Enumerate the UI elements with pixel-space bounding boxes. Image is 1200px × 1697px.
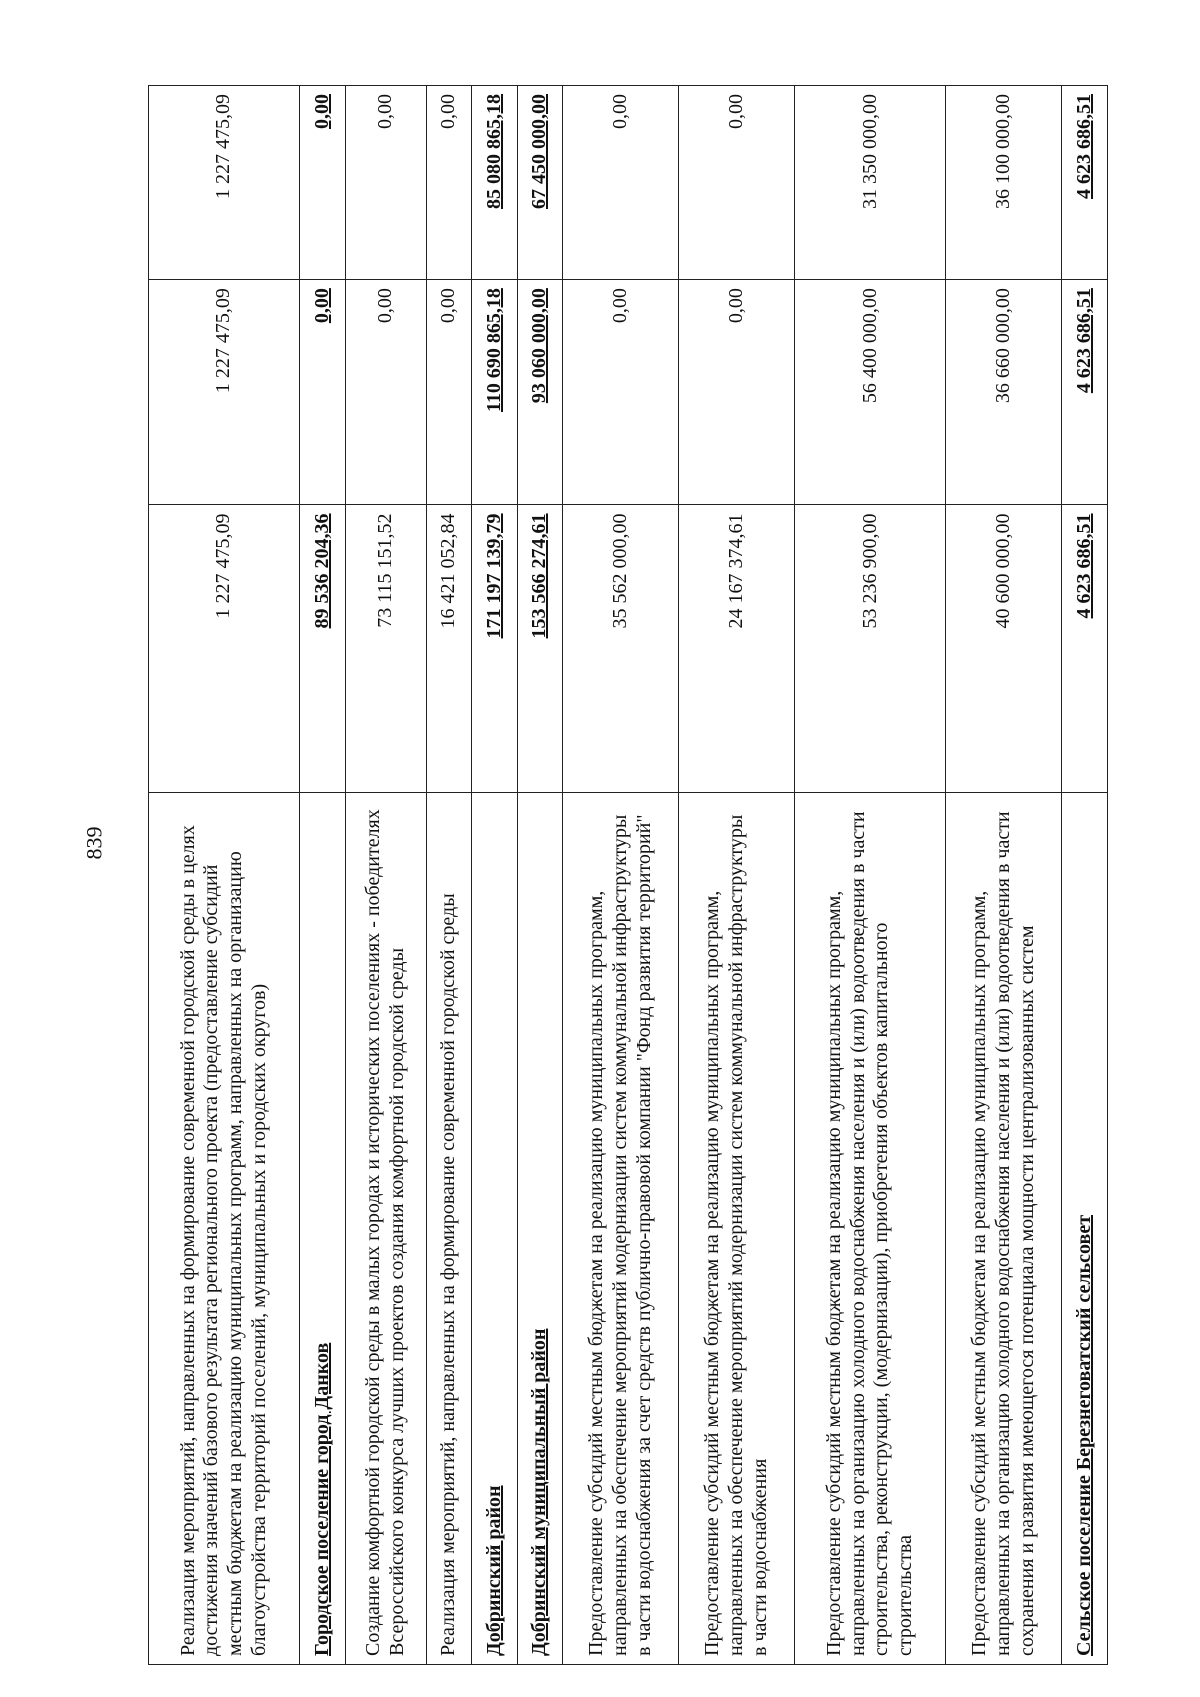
row-amount-1: 53 236 900,00 [795,505,946,793]
row-amount-3: 36 100 000,00 [946,86,1062,280]
row-description: Предоставление субсидий местным бюджетам на реализацию муниципальных программ, направленных на организацию холодного водоснабжения населения и (или) водоотведения в части строительства, реконструкции, (модернизации), приобретения объектов капитального строительства [795,793,946,1665]
row-amount-3: 67 450 000,00 [517,86,563,280]
row-amount-2: 110 690 865,18 [472,280,518,505]
row-description: Городское поселение город Данков [300,793,346,1665]
row-amount-1: 171 197 139,79 [472,505,518,793]
budget-table-container [148,85,1108,1665]
row-amount-1: 73 115 151,52 [345,505,426,793]
row-description: Реализация мероприятий, направленных на формирование современной городской среды [426,793,472,1665]
row-amount-3: 0,00 [426,86,472,280]
table-row [426,86,472,1665]
row-amount-2: 0,00 [300,280,346,505]
row-amount-1: 4 623 686,51 [1062,505,1108,793]
row-amount-3: 1 227 475,09 [149,86,300,280]
row-amount-2: 36 660 000,00 [946,280,1062,505]
row-amount-2: 93 060 000,00 [517,280,563,505]
row-amount-3: 0,00 [679,86,795,280]
row-amount-1: 153 566 274,61 [517,505,563,793]
row-amount-2: 1 227 475,09 [149,280,300,505]
row-amount-2: 0,00 [563,280,679,505]
row-amount-3: 0,00 [300,86,346,280]
table-row-subtotal [472,86,518,1665]
row-description: Добринский район [472,793,518,1665]
table-row-subtotal [517,86,563,1665]
row-amount-1: 1 227 475,09 [149,505,300,793]
row-amount-3: 0,00 [563,86,679,280]
table-row [795,86,946,1665]
row-description: Создание комфортной городской среды в малых городах и исторических поселениях - победителях Всероссийского конкурса лучших проектов создания комфортной городской среды [345,793,426,1665]
row-amount-1: 16 421 052,84 [426,505,472,793]
table-row [149,86,300,1665]
row-description: Предоставление субсидий местным бюджетам на реализацию муниципальных программ, направленных на организацию холодного водоснабжения населения и (или) водоотведения в части сохранения и развития имеющегося потенциала мощности централизованных систем [946,793,1062,1665]
budget-table [148,85,1108,1665]
row-amount-2: 4 623 686,51 [1062,280,1108,505]
row-description: Реализация мероприятий, направленных на формирование современной городской среды в целях достижения значений базового результата регионального проекта (предоставление субсидий местным бюджетам на реализацию муниципальных программ, направленных на организацию благоустройства территорий поселений, муниципальных и городских округов) [149,793,300,1665]
table-row [946,86,1062,1665]
row-amount-2: 0,00 [679,280,795,505]
row-amount-3: 4 623 686,51 [1062,86,1108,280]
row-description: Предоставление субсидий местным бюджетам на реализацию муниципальных программ, направленных на обеспечение мероприятий модернизации систем коммунальной инфраструктуры в части водоснабжения за счет средств публично-правовой компании "Фонд развития территорий" [563,793,679,1665]
row-description: Добринский муниципальный район [517,793,563,1665]
table-row [563,86,679,1665]
table-row-subtotal [300,86,346,1665]
table-body [149,86,1108,1665]
table-row-subtotal [1062,86,1108,1665]
row-description: Предоставление субсидий местным бюджетам на реализацию муниципальных программ, направленных на обеспечение мероприятий модернизации систем коммунальной инфраструктуры в части водоснабжения [679,793,795,1665]
row-amount-2: 0,00 [426,280,472,505]
row-amount-1: 40 600 000,00 [946,505,1062,793]
row-amount-1: 24 167 374,61 [679,505,795,793]
table-row [345,86,426,1665]
row-amount-1: 35 562 000,00 [563,505,679,793]
row-description: Сельское поселение Березнеговатский сельсовет [1062,793,1108,1665]
row-amount-3: 31 350 000,00 [795,86,946,280]
table-row [679,86,795,1665]
row-amount-1: 89 536 204,36 [300,505,346,793]
row-amount-2: 56 400 000,00 [795,280,946,505]
row-amount-2: 0,00 [345,280,426,505]
row-amount-3: 85 080 865,18 [472,86,518,280]
row-amount-3: 0,00 [345,86,426,280]
page-number: 839 [81,826,107,860]
